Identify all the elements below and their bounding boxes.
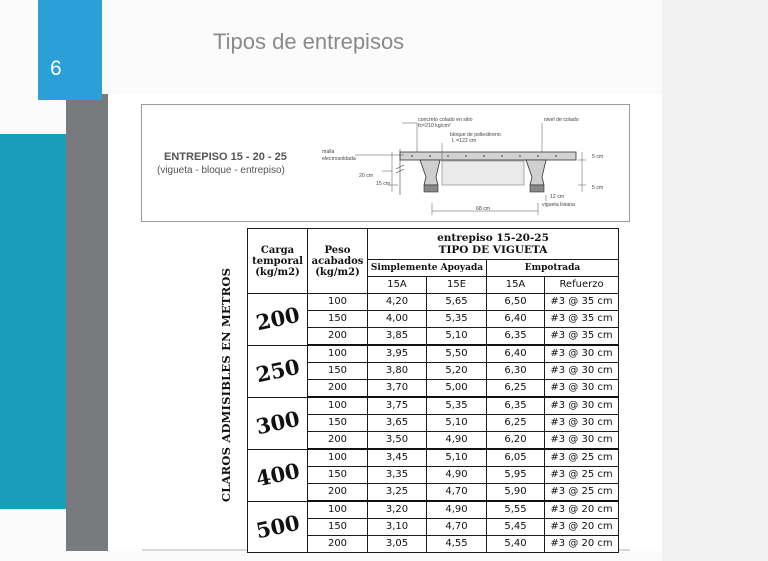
table-cell: #3 @ 30 cm bbox=[545, 432, 619, 450]
table-cell: 200 bbox=[308, 380, 368, 398]
table-cell: 3,35 bbox=[368, 467, 427, 484]
table-cell: 5,65 bbox=[427, 294, 487, 311]
header-finish-weight: Peso acabados (kg/m2) bbox=[308, 229, 368, 294]
span-table bbox=[247, 228, 619, 553]
table-cell: #3 @ 25 cm bbox=[545, 467, 619, 484]
slide-title: Tipos de entrepisos bbox=[213, 29, 405, 54]
decorative-teal-bar bbox=[0, 134, 66, 509]
label-dim-5a: 5 cm bbox=[592, 154, 604, 160]
table-cell: 5,10 bbox=[427, 415, 487, 432]
label-fc: fc=210 kg/cm² bbox=[418, 123, 451, 129]
label-level: nivel de colado bbox=[544, 117, 579, 123]
table-cell: 4,90 bbox=[427, 501, 487, 519]
table-cell: 4,00 bbox=[368, 311, 427, 328]
table-cell: 4,70 bbox=[427, 519, 487, 536]
floor-section-drawing bbox=[141, 104, 630, 222]
table-cell: 4,90 bbox=[427, 432, 487, 450]
table-cell: 6,05 bbox=[487, 449, 545, 467]
header-joist-type bbox=[368, 229, 619, 260]
table-row bbox=[248, 294, 619, 311]
load-cell bbox=[248, 397, 308, 449]
label-dim-68: 68 cm bbox=[476, 206, 491, 212]
header-live-load: Carga temporal (kg/m2) bbox=[248, 229, 308, 294]
table-cell: #3 @ 30 cm bbox=[545, 415, 619, 432]
table-cell: #3 @ 35 cm bbox=[545, 328, 619, 346]
table-cell: 5,10 bbox=[427, 449, 487, 467]
load-cell bbox=[248, 345, 308, 397]
header-fixed: Empotrada bbox=[487, 260, 619, 277]
table-cell: #3 @ 30 cm bbox=[545, 363, 619, 380]
table-cell: #3 @ 20 cm bbox=[545, 519, 619, 536]
table-cell: 5,90 bbox=[487, 484, 545, 502]
drawing-title: ENTREPISO 15 - 20 - 25 bbox=[164, 151, 287, 163]
table-cell: 4,20 bbox=[368, 294, 427, 311]
table-cell: 150 bbox=[308, 467, 368, 484]
table-cell: 3,25 bbox=[368, 484, 427, 502]
header-col-15a-fixed: 15A bbox=[487, 277, 545, 294]
table-cell: 6,40 bbox=[487, 311, 545, 328]
table-cell: 150 bbox=[308, 415, 368, 432]
table-cell: 200 bbox=[308, 536, 368, 553]
table-cell: 6,25 bbox=[487, 415, 545, 432]
load-cell bbox=[248, 449, 308, 501]
drawing-subtitle: (vigueta - bloque - entrepiso) bbox=[157, 165, 285, 176]
load-value: 400 bbox=[253, 457, 302, 492]
table-cell: #3 @ 25 cm bbox=[545, 484, 619, 502]
load-value: 300 bbox=[253, 405, 302, 440]
header-simple-support: Simplemente Apoyada bbox=[368, 260, 487, 277]
label-joist: vigueta liviana bbox=[542, 202, 575, 208]
table-cell: 3,05 bbox=[368, 536, 427, 553]
table-cell: 3,95 bbox=[368, 345, 427, 363]
load-cell bbox=[248, 501, 308, 553]
table-cell: 200 bbox=[308, 484, 368, 502]
table-cell: #3 @ 20 cm bbox=[545, 501, 619, 519]
header-joist-type-line2: TIPO DE VIGUETA bbox=[438, 244, 548, 256]
table-cell: 4,55 bbox=[427, 536, 487, 553]
decorative-gray-bar bbox=[66, 94, 108, 551]
table-cell: 150 bbox=[308, 311, 368, 328]
slide-number-box bbox=[38, 0, 102, 100]
table-cell: 150 bbox=[308, 363, 368, 380]
label-block-length: L =122 cm bbox=[452, 138, 477, 144]
label-mesh-2: electrosoldada bbox=[322, 156, 356, 162]
table-cell: 100 bbox=[308, 345, 368, 363]
side-label-admissible-spans: CLAROS ADMISIBLES EN METROS bbox=[219, 267, 233, 503]
label-dim-5b: 5 cm bbox=[592, 185, 604, 191]
table-cell: #3 @ 30 cm bbox=[545, 380, 619, 398]
table-cell: 100 bbox=[308, 449, 368, 467]
label-block: bloque de poliestireno bbox=[450, 132, 501, 138]
table-cell: 3,65 bbox=[368, 415, 427, 432]
table-cell: 3,10 bbox=[368, 519, 427, 536]
header-col-15a-simple: 15A bbox=[368, 277, 427, 294]
table-row bbox=[248, 501, 619, 519]
table-cell: #3 @ 35 cm bbox=[545, 311, 619, 328]
slide-right-strip bbox=[662, 0, 768, 561]
table-cell: 3,85 bbox=[368, 328, 427, 346]
table-cell: #3 @ 30 cm bbox=[545, 345, 619, 363]
load-value: 200 bbox=[253, 301, 302, 336]
table-cell: 5,20 bbox=[427, 363, 487, 380]
table-cell: 4,70 bbox=[427, 484, 487, 502]
table-cell: 5,95 bbox=[487, 467, 545, 484]
table-cell: 150 bbox=[308, 519, 368, 536]
table-row bbox=[248, 449, 619, 467]
table-cell: #3 @ 35 cm bbox=[545, 294, 619, 311]
table-cell: 6,35 bbox=[487, 397, 545, 415]
table-cell: 100 bbox=[308, 397, 368, 415]
table-cell: 6,25 bbox=[487, 380, 545, 398]
table-cell: 3,45 bbox=[368, 449, 427, 467]
header-col-15e: 15E bbox=[427, 277, 487, 294]
table-cell: 5,40 bbox=[487, 536, 545, 553]
table-cell: 3,20 bbox=[368, 501, 427, 519]
load-value: 500 bbox=[253, 509, 302, 544]
table-cell: 3,80 bbox=[368, 363, 427, 380]
label-dim-20: 20 cm bbox=[359, 173, 374, 179]
table-cell: 6,35 bbox=[487, 328, 545, 346]
table-cell: 5,00 bbox=[427, 380, 487, 398]
label-dim-15: 15 cm bbox=[376, 181, 391, 187]
label-mesh-1: malla bbox=[322, 149, 335, 155]
table-cell: 3,75 bbox=[368, 397, 427, 415]
header-col-reinforcement: Refuerzo bbox=[545, 277, 619, 294]
table-cell: 200 bbox=[308, 328, 368, 346]
table-cell: 3,50 bbox=[368, 432, 427, 450]
table-row bbox=[248, 345, 619, 363]
table-cell: 6,50 bbox=[487, 294, 545, 311]
load-cell bbox=[248, 294, 308, 346]
table-cell: 5,35 bbox=[427, 311, 487, 328]
table-cell: 5,35 bbox=[427, 397, 487, 415]
table-cell: 4,90 bbox=[427, 467, 487, 484]
table-cell: 200 bbox=[308, 432, 368, 450]
label-concrete: concreto colado en sitio bbox=[418, 117, 473, 123]
table-cell: 5,50 bbox=[427, 345, 487, 363]
table-cell: #3 @ 20 cm bbox=[545, 536, 619, 553]
table-cell: 6,30 bbox=[487, 363, 545, 380]
table-cell: #3 @ 30 cm bbox=[545, 397, 619, 415]
table-cell: 100 bbox=[308, 294, 368, 311]
table-cell: 5,45 bbox=[487, 519, 545, 536]
table-row bbox=[248, 397, 619, 415]
table-cell: 6,40 bbox=[487, 345, 545, 363]
header-joist-type-line1: entrepiso 15-20-25 bbox=[437, 232, 549, 244]
table-cell: 6,20 bbox=[487, 432, 545, 450]
load-value: 250 bbox=[253, 353, 302, 388]
table-cell: #3 @ 25 cm bbox=[545, 449, 619, 467]
table-cell: 5,55 bbox=[487, 501, 545, 519]
table-cell: 100 bbox=[308, 501, 368, 519]
slide-number: 6 bbox=[50, 57, 62, 80]
label-dim-12: 12 cm bbox=[550, 194, 565, 200]
table-cell: 3,70 bbox=[368, 380, 427, 398]
table-cell: 5,10 bbox=[427, 328, 487, 346]
